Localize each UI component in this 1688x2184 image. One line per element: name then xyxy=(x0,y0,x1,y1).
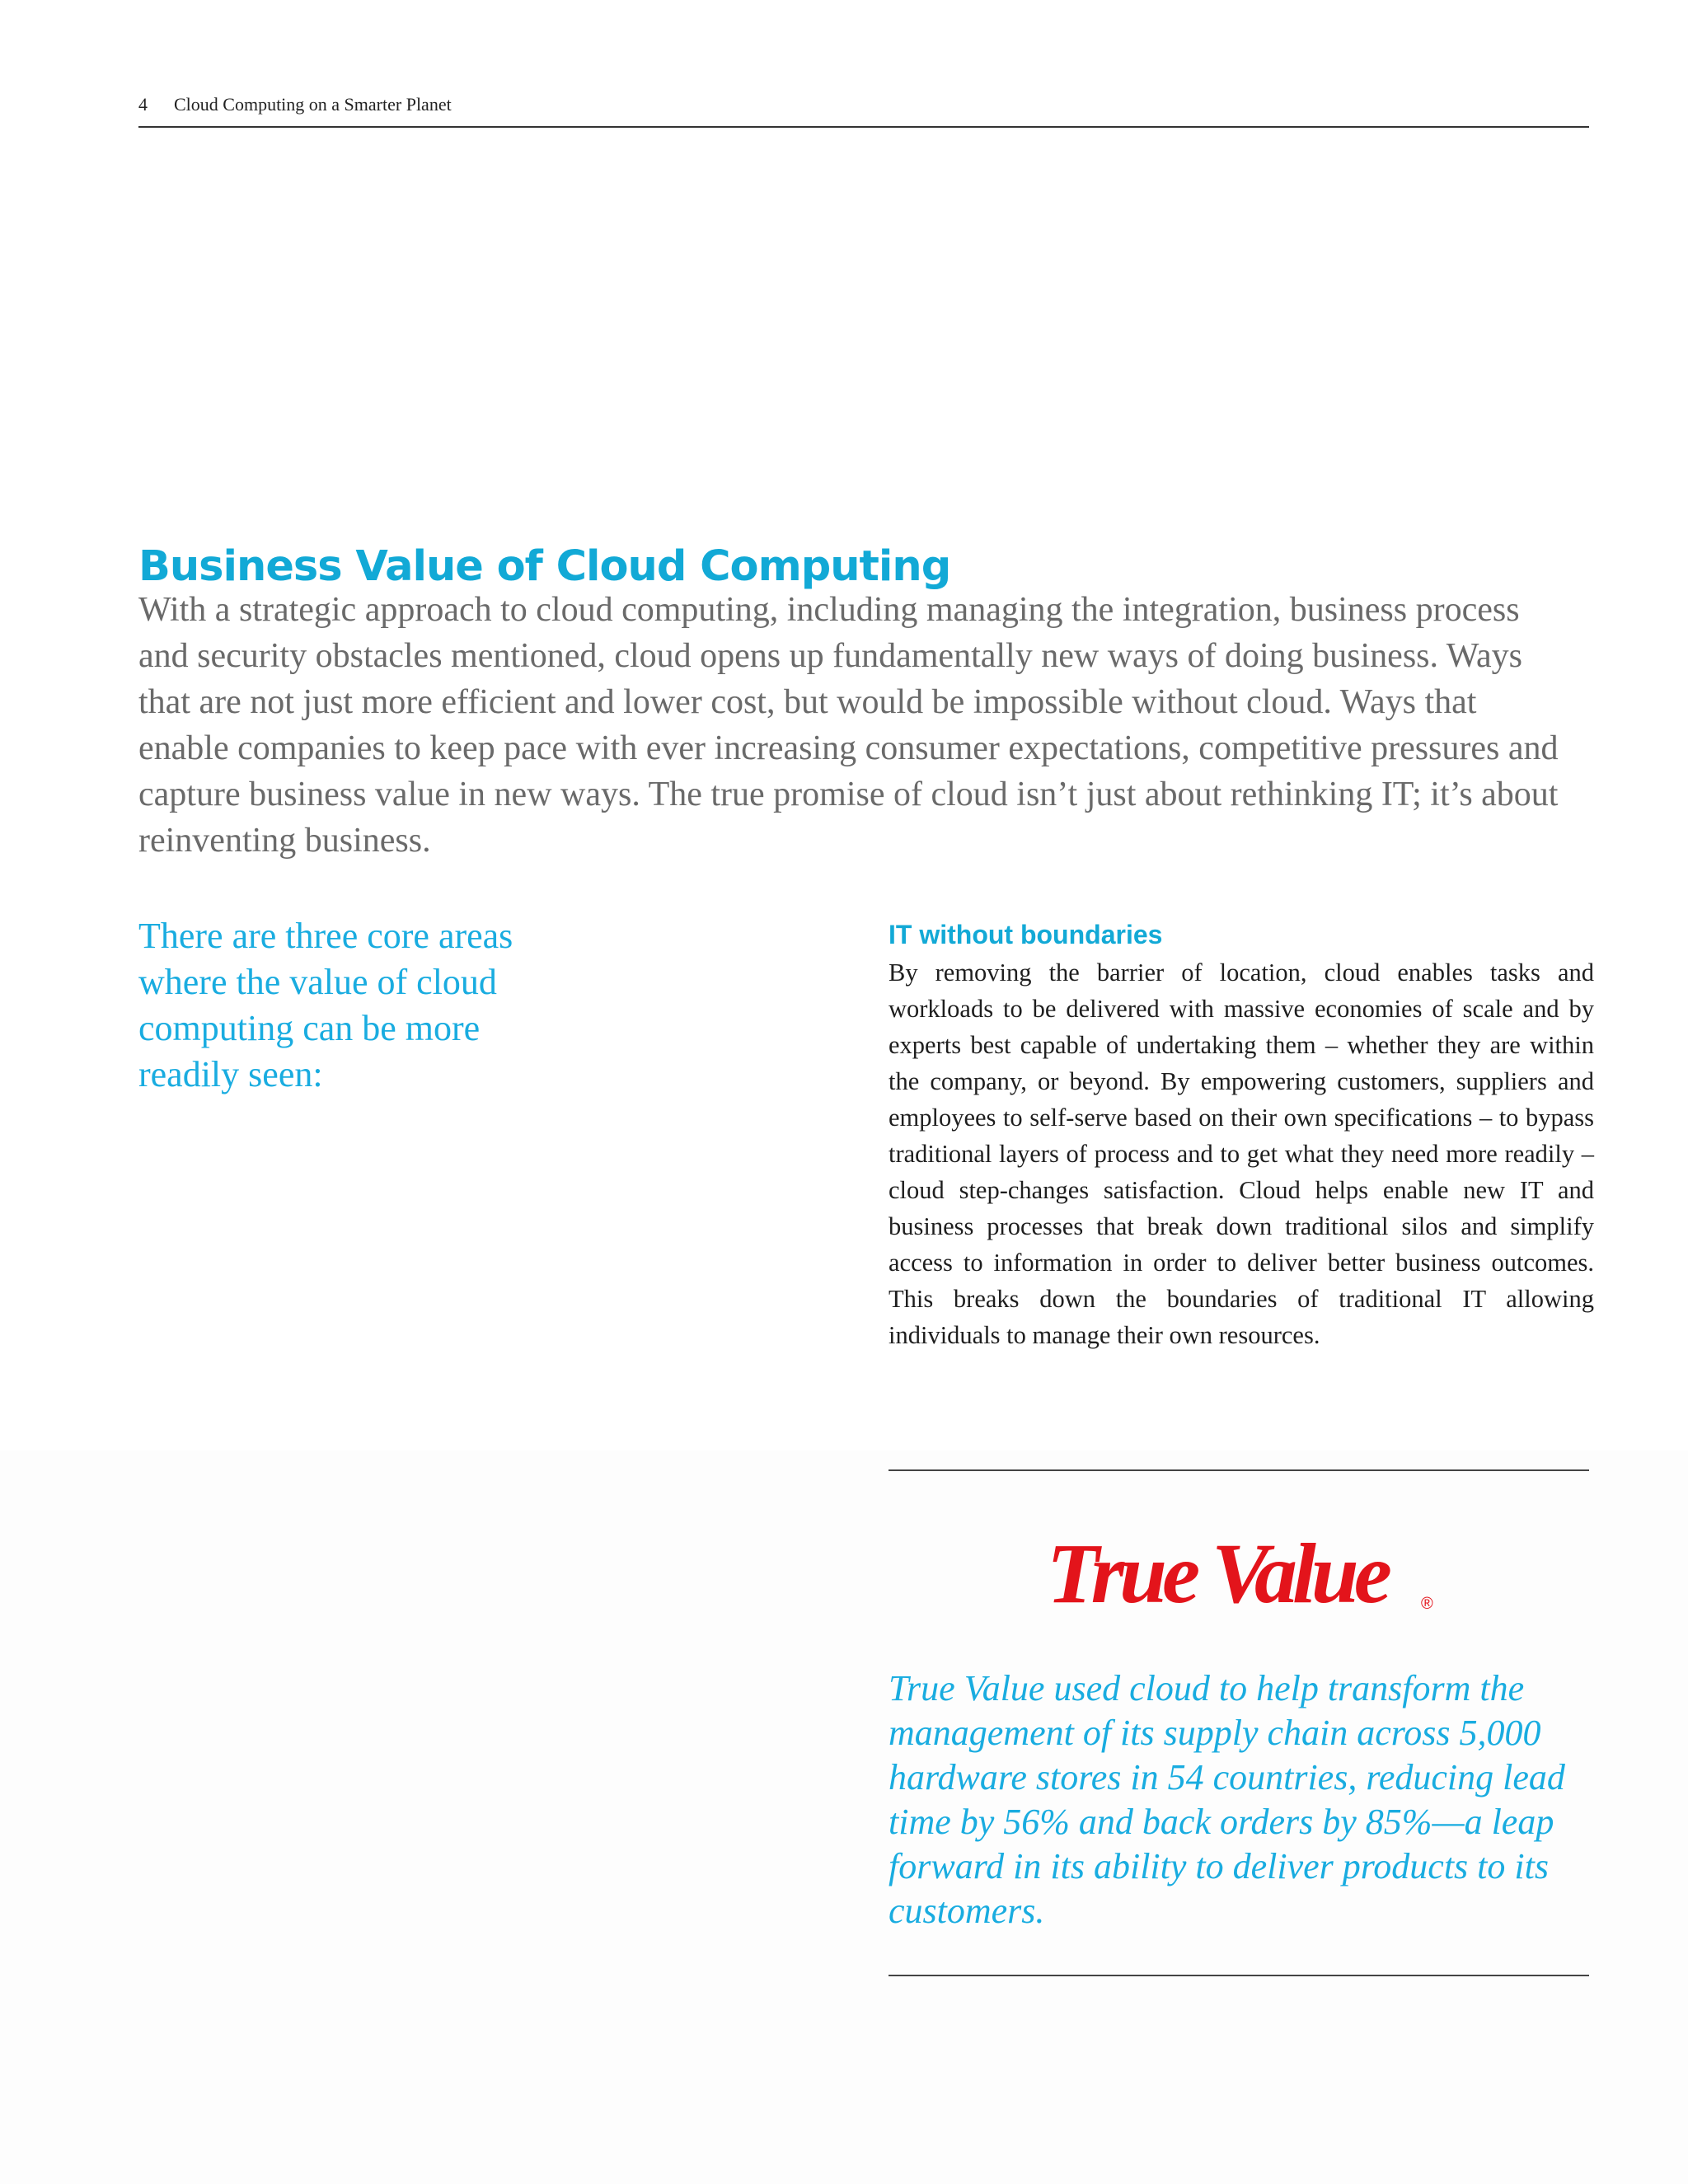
pull-quote: There are three core areas where the value of cloud computing can be more readily seen: xyxy=(138,916,513,1094)
registered-mark: ® xyxy=(1421,1595,1433,1613)
case-study-bottom-divider xyxy=(889,1975,1589,1976)
subsection-body: By removing the barrier of location, cloud enables tasks and workloads to be delivered with massive economies of scale and by experts best capable of undertaking them – whether they are within the company, or beyond. By empowering customers, suppliers and employees to self-serve based on their own specifications – to bypass traditional layers of process and to get what they need more readily – cloud step-changes satisfaction. Cloud helps enable new IT and business processes that break down traditional silos and simplify access to information in order to deliver better business outcomes. This breaks down the boundaries of traditional IT allowing individuals to manage their own resources. xyxy=(889,958,1594,1349)
page-number: 4 xyxy=(138,94,148,115)
true-value-logo xyxy=(1040,1526,1436,1625)
logo-wordmark: True Value xyxy=(1047,1526,1387,1621)
header-divider xyxy=(138,126,1589,128)
running-title: Cloud Computing on a Smarter Planet xyxy=(174,94,452,115)
subsection-heading: IT without boundaries xyxy=(889,920,1163,949)
intro-paragraph: With a strategic approach to cloud computing, including managing the integration, business process and security obstacles mentioned, cloud opens up fundamentally new ways of doing business. Ways that are not just more efficient and lower cost, but would be impossible without cloud. Ways that enable companies to keep pace with ever increasing consumer expectations, competitive pressures and capture business value in new ways. The true promise of cloud isn’t just about rethinking IT; it’s about reinventing business. xyxy=(138,591,1559,860)
case-study-quote: True Value used cloud to help transform the management of its supply chain across 5,000 hardware stores in 54 countries, reducing lead time by 56% and back orders by 85%—a leap forward in its ability to deliver products to its customers. xyxy=(889,1668,1565,1931)
page-header xyxy=(138,92,1589,127)
section-heading: Business Value of Cloud Computing xyxy=(138,542,951,591)
case-study-top-divider xyxy=(889,1469,1589,1471)
